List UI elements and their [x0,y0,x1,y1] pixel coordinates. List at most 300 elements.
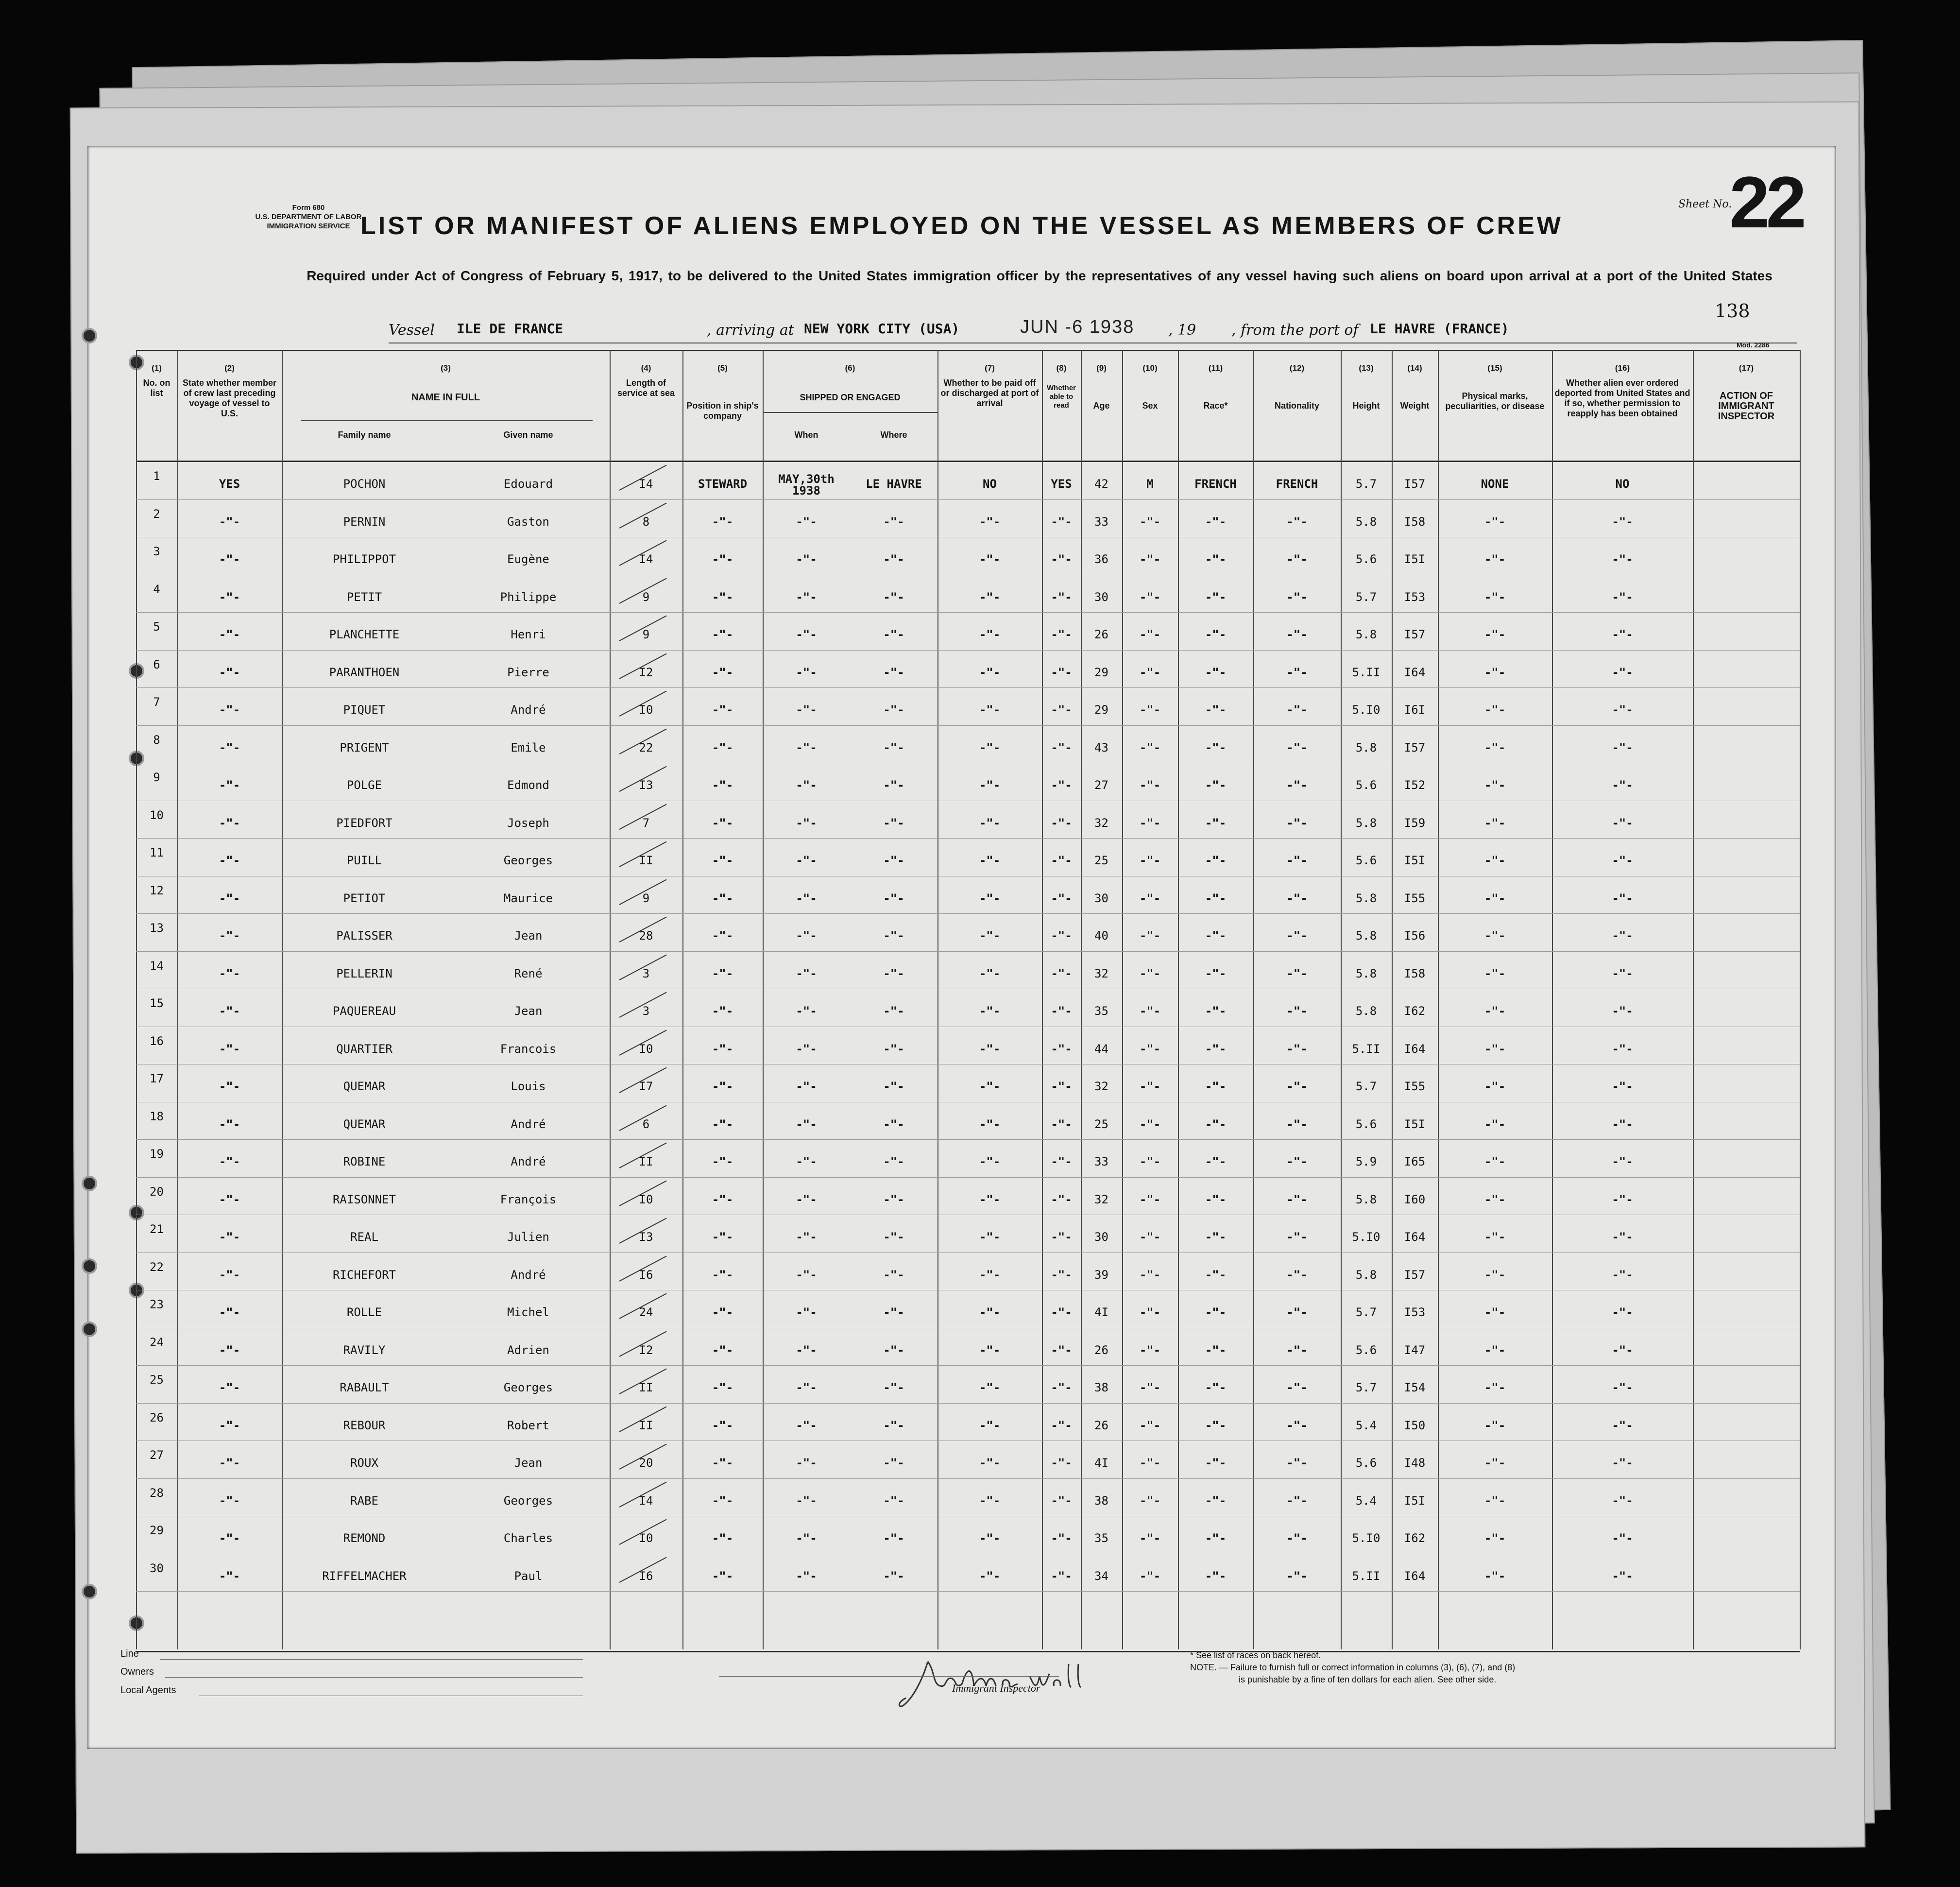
cell-age: 26 [1094,1418,1108,1432]
cell-crew: -"- [219,816,240,830]
cell-height: 5.7 [1355,590,1377,604]
cell-paid-off: -"- [979,590,1001,604]
cell-family: ROLLE [346,1305,382,1319]
cell-position: -"- [712,1305,733,1319]
cell-deported: -"- [1612,665,1633,679]
cell-deported: NO [1615,477,1630,491]
cell-when: -"- [796,1080,817,1093]
header-family-name: Family name [338,430,391,440]
cell-read: -"- [1051,628,1072,641]
cell-where: -"- [883,740,904,755]
binder-hole [82,1258,97,1274]
cell-family: PRIGENT [340,740,389,755]
cell-service: II [639,1381,653,1394]
header-where: Where [880,430,907,440]
cell-family: PALISSER [336,929,392,943]
cell-deported: -"- [1612,1117,1633,1131]
cell-weight: I53 [1404,1305,1426,1319]
cell-service: 20 [639,1456,653,1470]
cell-read: -"- [1051,665,1072,679]
binder-hole [82,328,97,343]
cell-when: -"- [796,1493,817,1508]
cell-paid-off: -"- [979,1230,1001,1244]
cell-crew: -"- [219,1004,240,1018]
cell-position: -"- [712,1531,733,1545]
cell-where: LE HAVRE [866,477,922,491]
cell-marks: -"- [1484,1042,1506,1056]
cell-family: PHILIPPOT [332,552,396,566]
cell-nationality: -"- [1286,1305,1308,1319]
cell-read: -"- [1051,515,1072,529]
column-number: (15) [1487,363,1502,373]
footnote-races: * See list of races on back hereof. [1190,1650,1321,1660]
cell-nationality: -"- [1286,740,1308,755]
cell-when: -"- [796,628,817,641]
cell-nationality: -"- [1286,966,1308,980]
cell-height: 5.8 [1355,1004,1377,1018]
cell-family: PELLERIN [336,966,392,980]
sheet-number: 22 [1729,161,1803,243]
cell-when: -"- [796,1155,817,1168]
cell-read: -"- [1051,778,1072,792]
cell-read: -"- [1051,816,1072,830]
cell-paid-off: -"- [979,1493,1001,1508]
cell-height: 5.8 [1355,966,1377,980]
cell-where: -"- [883,1080,904,1093]
line-label: Line [120,1648,139,1659]
vessel-name: ILE DE FRANCE [457,321,563,337]
cell-no: 23 [150,1298,164,1311]
cell-sex: -"- [1139,891,1161,905]
cell-nationality: -"- [1286,665,1308,679]
cell-weight: I57 [1404,628,1426,641]
cell-position: STEWARD [698,477,748,491]
cell-position: -"- [712,740,733,755]
cell-when: -"- [796,854,817,867]
column-number: (7) [985,363,995,373]
cell-nationality: -"- [1286,1569,1308,1583]
cell-deported: -"- [1612,1418,1633,1432]
cell-position: -"- [712,703,733,717]
cell-position: -"- [712,590,733,604]
cell-position: -"- [712,1456,733,1470]
cell-nationality: -"- [1286,1456,1308,1470]
cell-deported: -"- [1612,590,1633,604]
cell-age: 26 [1094,628,1108,641]
subtitle: Required under Act of Congress of February 5, 1917, to be delivered to the United States immigration officer by the representatives of any vessel having such aliens on board upon arrival at a port of the United States [307,268,1773,283]
cell-marks: -"- [1484,1155,1506,1168]
cell-when: -"- [796,552,817,566]
column-number: (1) [152,363,162,373]
cell-race: -"- [1205,590,1227,604]
cell-service: 3 [642,966,650,980]
cell-marks: -"- [1484,1493,1506,1508]
cell-no: 11 [150,846,164,859]
cell-nationality: -"- [1286,1080,1308,1093]
cell-sex: -"- [1139,1569,1161,1583]
header-able-to-read: Whether able to read [1047,384,1076,410]
cell-age: 39 [1094,1268,1108,1282]
cell-no: 7 [153,695,160,709]
cell-where: -"- [883,1381,904,1394]
cell-where: -"- [883,1042,904,1056]
cell-sex: -"- [1139,1155,1161,1168]
cell-deported: -"- [1612,778,1633,792]
cell-read: -"- [1051,1456,1072,1470]
cell-crew: -"- [219,1155,240,1168]
cell-race: -"- [1205,1155,1227,1168]
cell-where: -"- [883,891,904,905]
cell-age: 29 [1094,665,1108,679]
cell-where: -"- [883,703,904,717]
cell-nationality: -"- [1286,703,1308,717]
cell-age: 29 [1094,703,1108,717]
cell-paid-off: -"- [979,1381,1001,1394]
cell-weight: I64 [1404,1230,1426,1244]
cell-height: 5.7 [1355,1080,1377,1093]
cell-paid-off: -"- [979,1117,1001,1131]
cell-no: 3 [153,545,160,558]
manifest-sheet [87,146,1836,1749]
cell-sex: -"- [1139,1305,1161,1319]
cell-marks: -"- [1484,1569,1506,1583]
cell-paid-off: -"- [979,1268,1001,1282]
cell-height: 5.9 [1355,1155,1377,1168]
cell-position: -"- [712,1080,733,1093]
cell-crew: -"- [219,1268,240,1282]
column-number: (10) [1142,363,1158,373]
cell-no: 6 [153,657,160,671]
cell-paid-off: -"- [979,552,1001,566]
cell-race: -"- [1205,1381,1227,1394]
cell-race: -"- [1205,1569,1227,1583]
header-position: Position in ship's company [686,401,759,421]
cell-sex: -"- [1139,854,1161,867]
header-rule [136,461,1800,462]
cell-crew: -"- [219,515,240,529]
header-inspector-action: ACTION OF IMMIGRANT INSPECTOR [1718,391,1775,422]
cell-race: -"- [1205,778,1227,792]
cell-when: -"- [796,1117,817,1131]
cell-nationality: -"- [1286,816,1308,830]
cell-where: -"- [883,1230,904,1244]
cell-read: -"- [1051,966,1072,980]
cell-crew: -"- [219,1418,240,1432]
cell-family: PIQUET [343,703,386,717]
cell-service: I6 [639,1268,653,1282]
header-physical-marks: Physical marks, peculiarities, or disease [1445,391,1545,411]
cell-race: -"- [1205,665,1227,679]
cell-age: 25 [1094,1117,1108,1131]
cell-service: I4 [639,552,653,566]
cell-given: Robert [507,1418,549,1432]
cell-crew: -"- [219,1343,240,1357]
cell-marks: -"- [1484,628,1506,641]
cell-no: 24 [150,1335,164,1349]
cell-position: -"- [712,515,733,529]
cell-race: -"- [1205,1305,1227,1319]
cell-paid-off: -"- [979,778,1001,792]
cell-age: 34 [1094,1569,1108,1583]
cell-read: -"- [1051,1569,1072,1583]
cell-weight: I58 [1404,515,1426,529]
cell-deported: -"- [1612,552,1633,566]
cell-service: II [639,854,653,867]
cell-when: -"- [796,1569,817,1583]
cell-family: QUEMAR [343,1080,386,1093]
cell-service: I4 [639,1493,653,1508]
cell-no: 15 [150,996,164,1010]
cell-sex: -"- [1139,1456,1161,1470]
cell-paid-off: -"- [979,1418,1001,1432]
owners-label: Owners [120,1666,154,1677]
cell-marks: -"- [1484,1305,1506,1319]
cell-when: -"- [796,1004,817,1018]
cell-family: PETIT [346,590,382,604]
cell-weight: I5I [1404,1117,1426,1131]
cell-crew: -"- [219,703,240,717]
page-number: 138 [1715,300,1750,322]
cell-no: 29 [150,1524,164,1537]
cell-family: RIFFELMACHER [322,1569,407,1583]
cell-race: -"- [1205,552,1227,566]
cell-no: 4 [153,582,160,596]
cell-marks: -"- [1484,854,1506,867]
cell-race: -"- [1205,703,1227,717]
cell-sex: M [1146,477,1154,491]
cell-height: 5.6 [1355,552,1377,566]
footnote-note: NOTE. — Failure to furnish full or correct information in columns (3), (6), (7), and (8) [1190,1663,1516,1672]
cell-given: Henri [511,628,546,641]
cell-when: -"- [796,1418,817,1432]
cell-read: -"- [1051,1493,1072,1508]
cell-family: RAISONNET [332,1192,396,1206]
header-weight: Weight [1400,401,1430,411]
cell-marks: -"- [1484,515,1506,529]
cell-service: 9 [642,891,650,905]
cell-paid-off: -"- [979,1343,1001,1357]
cell-position: -"- [712,1117,733,1131]
cell-service: II [639,1418,653,1432]
cell-race: -"- [1205,1004,1227,1018]
cell-where: -"- [883,1004,904,1018]
cell-nationality: FRENCH [1276,477,1318,491]
cell-service: 22 [639,740,653,755]
cell-sex: -"- [1139,552,1161,566]
cell-race: -"- [1205,740,1227,755]
cell-read: -"- [1051,854,1072,867]
cell-marks: -"- [1484,1192,1506,1206]
cell-sex: -"- [1139,628,1161,641]
cell-given: Georges [503,854,553,867]
cell-read: -"- [1051,891,1072,905]
cell-read: -"- [1051,1418,1072,1432]
cell-deported: -"- [1612,1268,1633,1282]
cell-sex: -"- [1139,1381,1161,1394]
cell-family: PUILL [346,854,382,867]
cell-sex: -"- [1139,1343,1161,1357]
cell-deported: -"- [1612,929,1633,943]
cell-height: 5.8 [1355,816,1377,830]
cell-where: -"- [883,628,904,641]
cell-crew: -"- [219,1230,240,1244]
cell-crew: -"- [219,1381,240,1394]
cell-given: Jean [514,1456,543,1470]
cell-crew: -"- [219,665,240,679]
cell-crew: -"- [219,1531,240,1545]
cell-height: 5.I0 [1352,703,1381,717]
cell-marks: -"- [1484,929,1506,943]
header-given-name: Given name [503,430,553,440]
cell-age: 27 [1094,778,1108,792]
cell-read: -"- [1051,1004,1072,1018]
cell-age: 25 [1094,854,1108,867]
cell-read: -"- [1051,1343,1072,1357]
cell-where: -"- [883,929,904,943]
cell-height: 5.6 [1355,854,1377,867]
cell-weight: I60 [1404,1192,1426,1206]
cell-where: -"- [883,1531,904,1545]
page-title: LIST OR MANIFEST OF ALIENS EMPLOYED ON THE VESSEL AS MEMBERS OF CREW [360,212,1563,240]
cell-read: -"- [1051,1117,1072,1131]
cell-family: PERNIN [343,515,386,529]
cell-sex: -"- [1139,1004,1161,1018]
cell-nationality: -"- [1286,854,1308,867]
cell-age: 33 [1094,515,1108,529]
cell-race: -"- [1205,929,1227,943]
cell-age: 30 [1094,590,1108,604]
column-number: (4) [641,363,651,373]
cell-age: 32 [1094,1192,1108,1206]
cell-family: QUARTIER [336,1042,392,1056]
cell-where: -"- [883,552,904,566]
cell-crew: -"- [219,740,240,755]
cell-no: 21 [150,1222,164,1236]
header-race: Race* [1203,401,1228,411]
cell-race: -"- [1205,1042,1227,1056]
header-nationality: Nationality [1274,401,1319,411]
cell-height: 5.8 [1355,1192,1377,1206]
cell-height: 5.7 [1355,1305,1377,1319]
cell-service: I7 [639,1080,653,1093]
mod-number: Mod. 2286 [1737,341,1770,349]
cell-when: -"- [796,1230,817,1244]
cell-no: 30 [150,1561,164,1575]
cell-age: 4I [1094,1305,1108,1319]
cell-crew: -"- [219,1305,240,1319]
cell-deported: -"- [1612,1080,1633,1093]
cell-given: Paul [514,1569,543,1583]
cell-where: -"- [883,515,904,529]
cell-sex: -"- [1139,740,1161,755]
cell-sex: -"- [1139,515,1161,529]
cell-age: 32 [1094,966,1108,980]
cell-sex: -"- [1139,665,1161,679]
column-number: (2) [224,363,235,373]
header-shipped-engaged: SHIPPED OR ENGAGED [800,393,901,402]
cell-position: -"- [712,1155,733,1168]
department-name: U.S. DEPARTMENT OF LABOR [255,213,362,221]
cell-given: Philippe [500,590,557,604]
cell-paid-off: -"- [979,1155,1001,1168]
cell-weight: I47 [1404,1343,1426,1357]
cell-given: André [511,1155,546,1168]
cell-paid-off: -"- [979,740,1001,755]
cell-height: 5.6 [1355,778,1377,792]
cell-height: 5.8 [1355,628,1377,641]
cell-given: Louis [511,1080,546,1093]
cell-paid-off: -"- [979,854,1001,867]
arriving-port: NEW YORK CITY (USA) [804,321,960,337]
cell-given: Michel [507,1305,549,1319]
cell-where: -"- [883,1305,904,1319]
cell-given: Emile [511,740,546,755]
cell-where: -"- [883,966,904,980]
cell-no: 13 [150,921,164,935]
cell-paid-off: -"- [979,891,1001,905]
cell-height: 5.7 [1355,1381,1377,1394]
cell-marks: -"- [1484,1531,1506,1545]
cell-race: -"- [1205,1493,1227,1508]
cell-deported: -"- [1612,816,1633,830]
form-number: Form 680 [292,204,325,212]
cell-race: -"- [1205,515,1227,529]
cell-marks: -"- [1484,552,1506,566]
cell-height: 5.6 [1355,1343,1377,1357]
cell-position: -"- [712,1230,733,1244]
cell-height: 5.6 [1355,1456,1377,1470]
cell-race: -"- [1205,1268,1227,1282]
cell-deported: -"- [1612,628,1633,641]
cell-service: 3 [642,1004,650,1018]
cell-deported: -"- [1612,966,1633,980]
column-number: (8) [1056,363,1067,373]
cell-read: -"- [1051,1230,1072,1244]
cell-no: 22 [150,1260,164,1274]
inspector-label: Immigrant Inspector [952,1682,1040,1694]
cell-service: I3 [639,1230,653,1244]
cell-marks: -"- [1484,1268,1506,1282]
cell-weight: I6I [1404,703,1426,717]
cell-nationality: -"- [1286,778,1308,792]
cell-family: REBOUR [343,1418,386,1432]
cell-no: 20 [150,1184,164,1199]
cell-family: RICHEFORT [332,1268,396,1282]
cell-given: Georges [503,1381,553,1394]
cell-read: YES [1051,477,1072,491]
cell-height: 5.I0 [1352,1230,1381,1244]
cell-when: -"- [796,778,817,792]
cell-sex: -"- [1139,1268,1161,1282]
cell-when: -"- [796,665,817,679]
cell-age: 26 [1094,1343,1108,1357]
cell-where: -"- [883,1155,904,1168]
header-paid-off: Whether to be paid off or discharged at port of arrival [940,378,1039,408]
cell-read: -"- [1051,1192,1072,1206]
cell-service: 8 [642,515,650,529]
cell-when: -"- [796,1531,817,1545]
cell-weight: I5I [1404,552,1426,566]
cell-weight: I56 [1404,929,1426,943]
cell-when: -"- [796,1381,817,1394]
cell-when: -"- [796,1268,817,1282]
binder-hole [82,1321,97,1337]
cell-family: RAVILY [343,1343,386,1357]
cell-read: -"- [1051,552,1072,566]
cell-position: -"- [712,778,733,792]
cell-race: -"- [1205,1117,1227,1131]
cell-deported: -"- [1612,1042,1633,1056]
